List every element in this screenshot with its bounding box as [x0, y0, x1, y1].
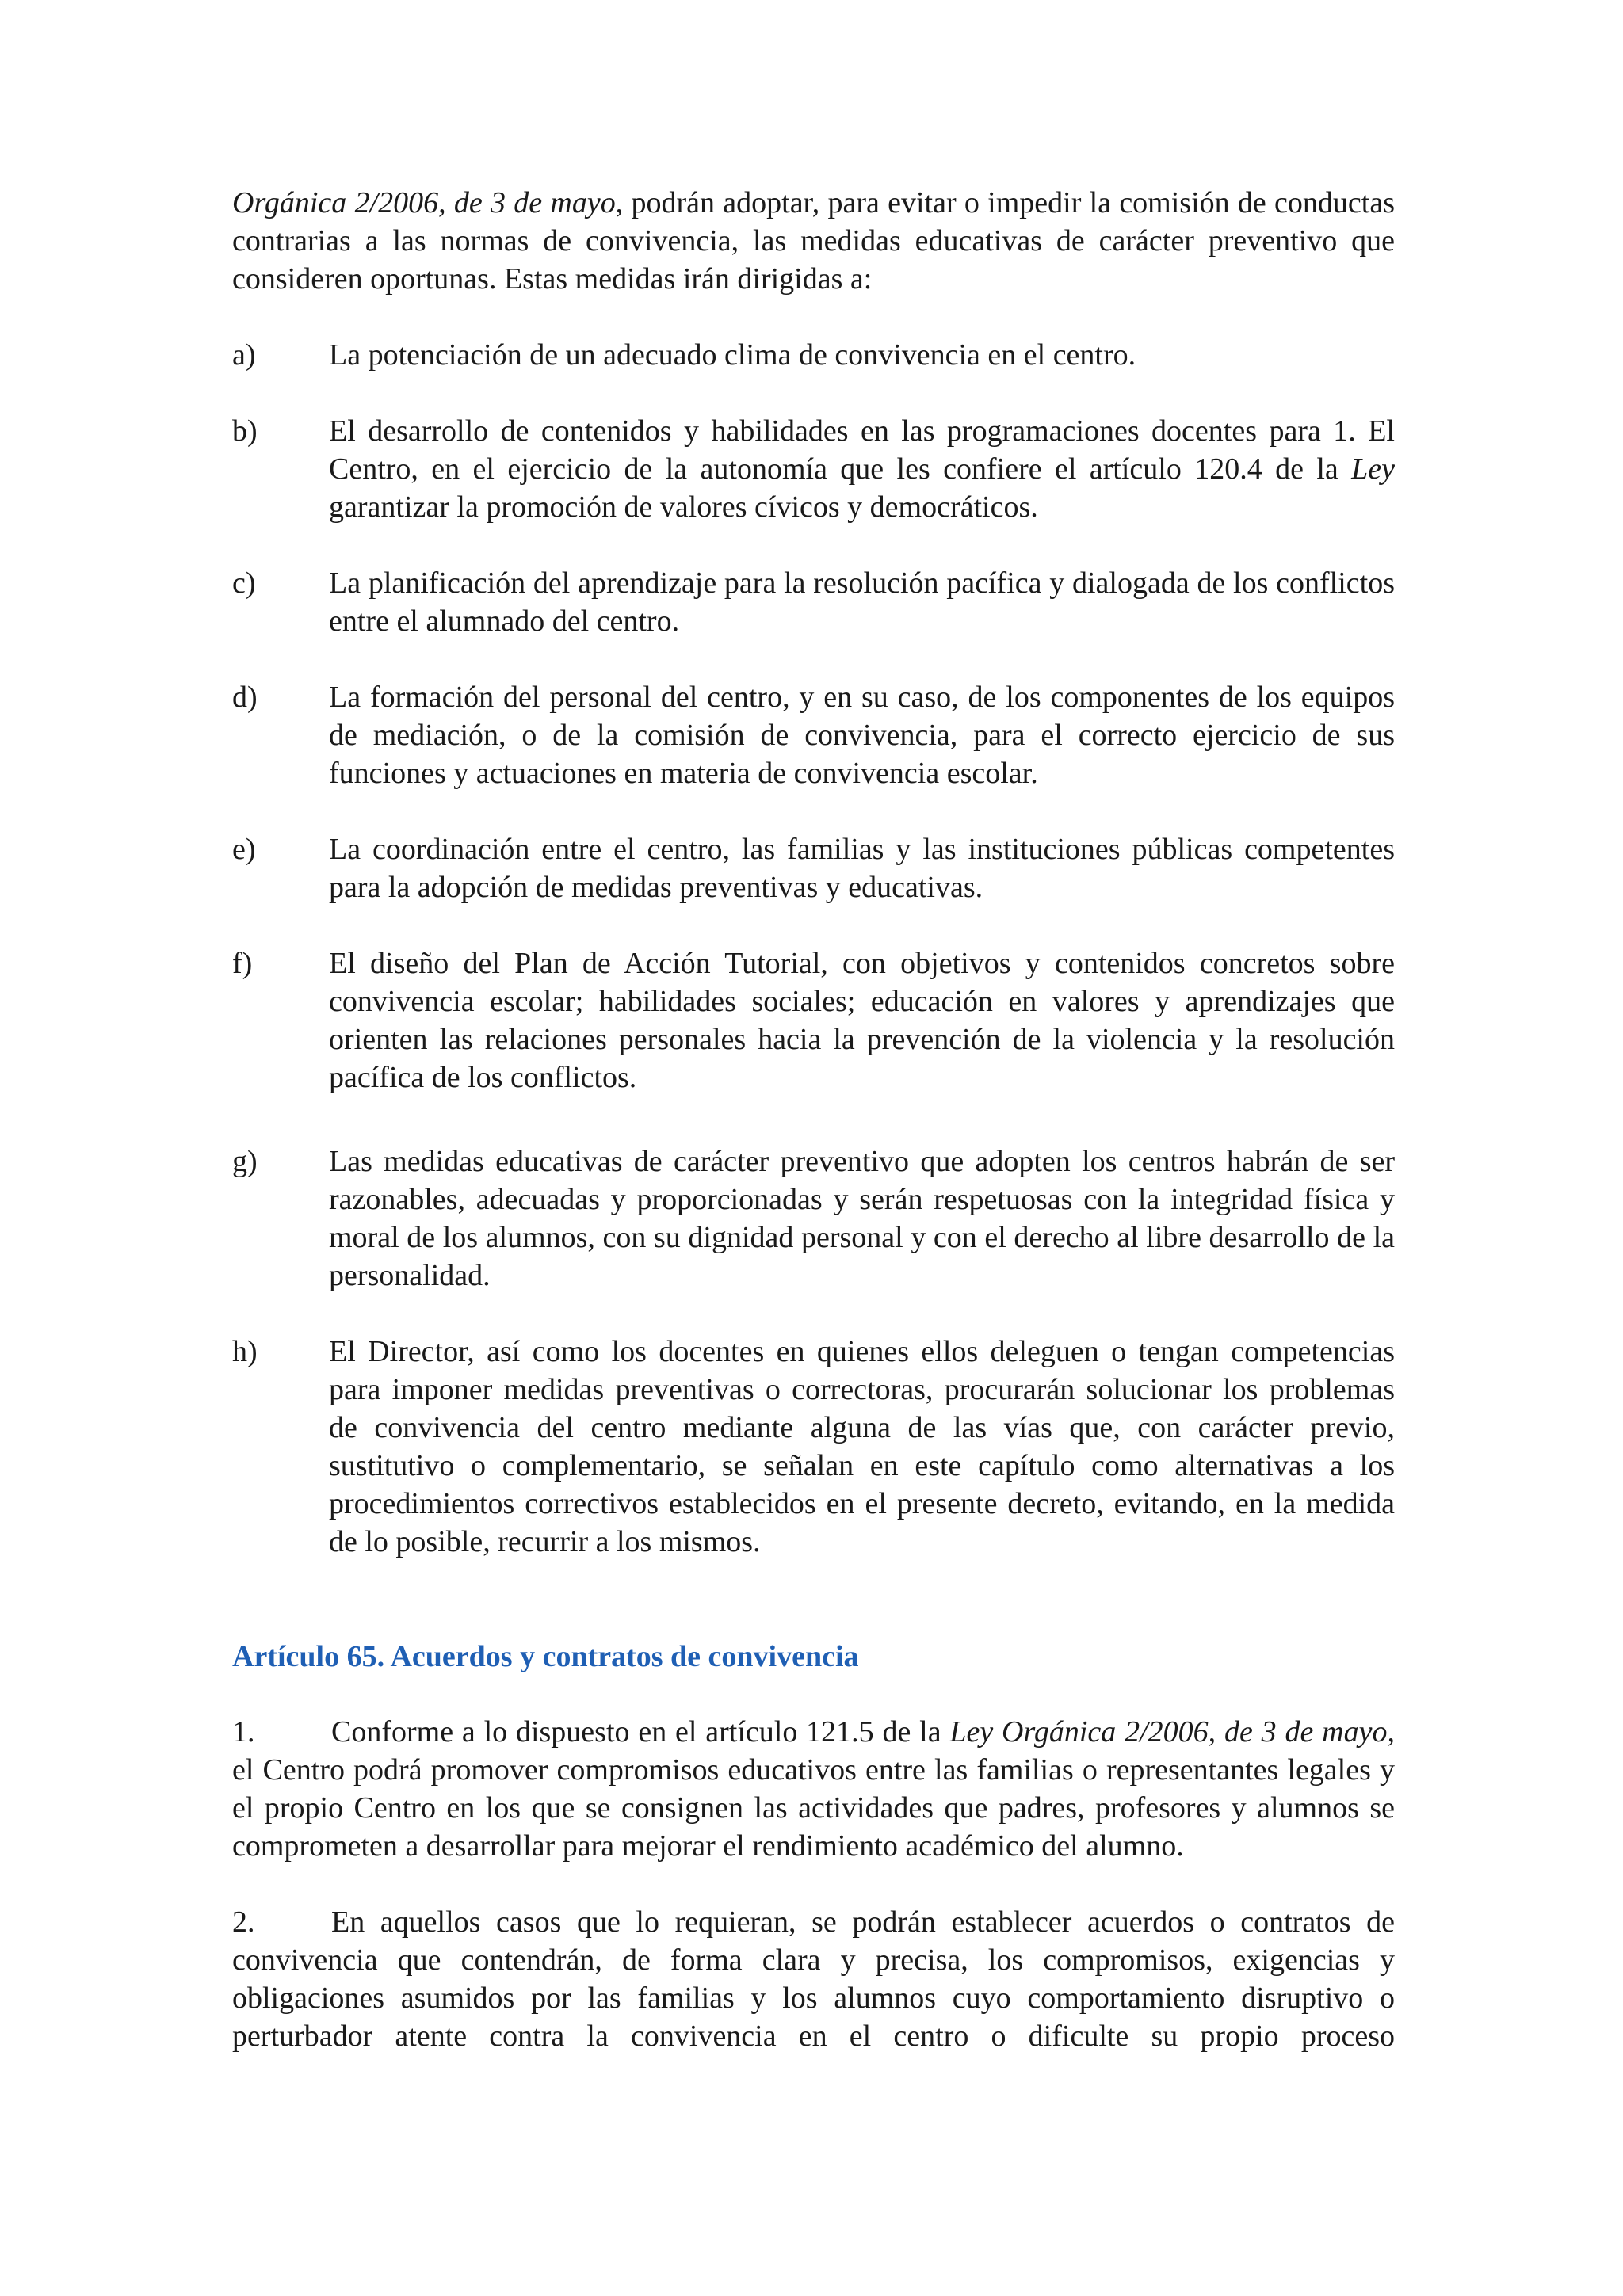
- list-item-a: [232, 336, 1395, 374]
- list-item-e: [232, 830, 1395, 906]
- list-item-text: El Director, así como los docentes en quienes ellos deleguen o tengan competencias para imponer medidas preventivas o correctoras, procurarán solucionar los problemas de convivencia del centro mediante alguna de las vías que, con carácter previo, sustitutivo o complementario, se señalan en este capítulo como alternativas a los procedimientos correctivos establecidos en el presente decreto, evitando, en la medida de lo posible, recurrir a los mismos.: [329, 1335, 1395, 1558]
- paragraph-number: 1.: [232, 1715, 255, 1749]
- list-item-text: Las medidas educativas de carácter preventivo que adopten los centros habrán de ser razonables, adecuadas y proporcionadas y serán respetuosas con la integridad física y moral de los alumnos, con su dignidad personal y con el derecho al libre desarrollo de la personalidad.: [329, 1145, 1395, 1292]
- list-item-text-italic: Ley: [1351, 452, 1395, 486]
- paragraph-number: 2.: [232, 1905, 255, 1939]
- paragraph-text-pre: Conforme a lo dispuesto en el artículo 121.5 de la: [331, 1715, 950, 1749]
- list-item-text: La potenciación de un adecuado clima de convivencia en el centro.: [329, 338, 1136, 372]
- list-item-g: [232, 1142, 1395, 1295]
- list-item-text: La coordinación entre el centro, las familias y las instituciones públicas competentes para la adopción de medidas preventivas y educativas.: [329, 833, 1395, 904]
- list-item-text-pre: El desarrollo de contenidos y habilidades en las programaciones docentes para 1. El Centro, en el ejercicio de la autonomía que les confiere el artículo 120.4 de la: [329, 414, 1395, 486]
- list-item-text: La planificación del aprendizaje para la resolución pacífica y dialogada de los conflictos entre el alumnado del centro.: [329, 566, 1395, 638]
- measures-list: [232, 336, 1395, 1561]
- paragraph-text-post: el Centro podrá promover compromisos educativos entre las familias o representantes legales y el propio Centro en los que se consignen las actividades que padres, profesores y alumnos se comprometen a desarrollar para mejorar el rendimiento académico del alumno.: [232, 1753, 1395, 1863]
- list-marker: a): [232, 338, 256, 372]
- list-item-b: [232, 412, 1395, 526]
- document-body: [232, 184, 1395, 2093]
- article-paragraph-2: [232, 1903, 1395, 2055]
- list-item-text: El diseño del Plan de Acción Tutorial, con objetivos y contenidos concretos sobre convivencia escolar; habilidades sociales; educación en valores y aprendizajes que orienten las relaciones personales hacia la prevención de la violencia y la resolución pacífica de los conflictos.: [329, 947, 1395, 1094]
- paragraph-text: En aquellos casos que lo requieran, se podrán establecer acuerdos o contratos de convivencia que contendrán, de forma clara y precisa, los compromisos, exigencias y obligaciones asumidos por las familias y los alumnos cuyo comportamiento disruptivo o perturbador atente contra la convivencia en el centro o dificulte su propio proceso: [232, 1905, 1395, 2053]
- list-marker: h): [232, 1335, 258, 1368]
- list-marker: e): [232, 833, 256, 866]
- list-item-d: [232, 678, 1395, 792]
- article-heading: Artículo 65. Acuerdos y contratos de convivencia: [232, 1640, 859, 1673]
- list-item-text-post: garantizar la promoción de valores cívicos y democráticos.: [329, 490, 1038, 524]
- intro-text: , podrán adoptar, para evitar o impedir la comisión de conductas contrarias a las normas de convivencia, las medidas educativas de carácter preventivo que consideren oportunas. Estas medidas irán dirigidas a:: [232, 186, 1395, 296]
- list-item-c: [232, 564, 1395, 640]
- list-item-text: La formación del personal del centro, y en su caso, de los componentes de los equipos de mediación, o de la comisión de convivencia, para el correcto ejercicio de sus funciones y actuaciones en materia de convivencia escolar.: [329, 681, 1395, 790]
- intro-italic-lead: Orgánica 2/2006, de 3 de mayo: [232, 186, 616, 219]
- list-marker: d): [232, 681, 258, 714]
- list-marker: b): [232, 414, 258, 448]
- intro-paragraph: [232, 184, 1395, 298]
- list-marker: c): [232, 566, 256, 600]
- list-marker: g): [232, 1145, 258, 1178]
- list-item-text: [329, 412, 1395, 526]
- list-marker: f): [232, 947, 253, 980]
- paragraph-text-italic: Ley Orgánica 2/2006, de 3 de mayo,: [949, 1715, 1395, 1749]
- list-item-f: [232, 944, 1395, 1097]
- article-paragraph-1: [232, 1713, 1395, 1865]
- list-item-h: [232, 1333, 1395, 1561]
